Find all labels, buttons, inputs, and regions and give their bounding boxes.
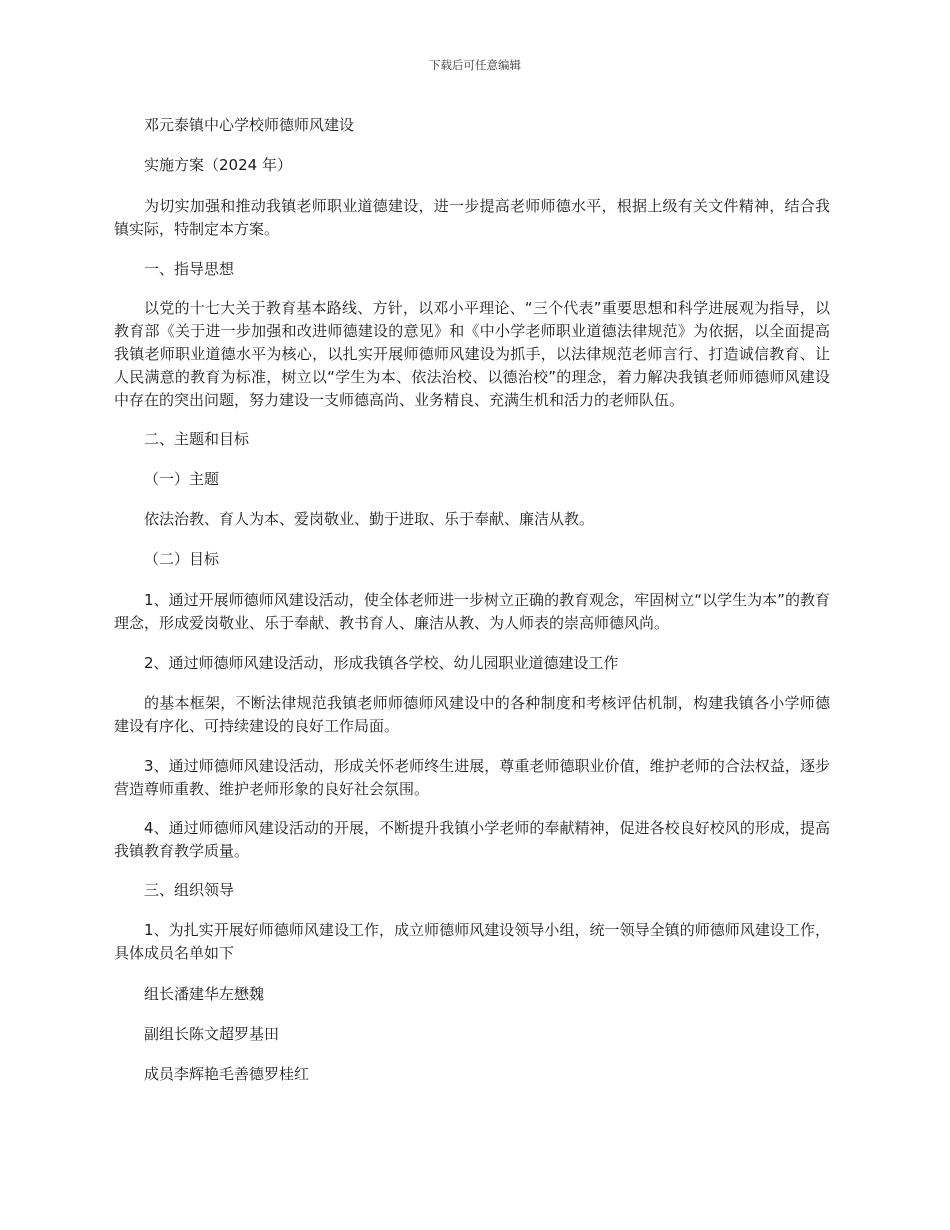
subsection1-paragraph: 依法治教、育人为本、爱岗敬业、勤于进取、乐于奉献、廉洁从教。 [144, 510, 595, 528]
document-body [114, 114, 830, 1086]
deputy-leader-line: 副组长陈文超罗基田 [144, 1025, 280, 1043]
subsection2-heading: （二）目标 [144, 550, 220, 568]
goal-3-paragraph: 3、通过师德师风建设活动，形成关怀老师终生进展，尊重老师德职业价值，维护老师的合法权益，逐步营造尊师重教、维护老师形象的良好社会氛围。 [114, 757, 830, 798]
section2-heading: 二、主题和目标 [144, 430, 250, 448]
goal-2-continuation: 的基本框架，不断法律规范我镇老师师德师风建设中的各种制度和考核评估机制，构建我镇各小学师德建设有序化、可持续建设的良好工作局面。 [114, 694, 830, 735]
org-1-paragraph: 1、为扎实开展好师德师风建设工作，成立师德师风建设领导小组，统一领导全镇的师德师风建设工作，具体成员名单如下 [114, 921, 830, 962]
section1-paragraph: 以党的十七大关于教育基本路线、方针，以邓小平理论、“三个代表”重要思想和科学进展观为指导，以教育部《关于进一步加强和改进师德建设的意见》和《中小学老师职业道德法律规范》为依据，以全面提高我镇老师职业道德水平为核心，以扎实开展师德师风建设为抓手，以法律规范老师言行、打造诚信教育、让人民满意的教育为标准，树立以“学生为本、依法治校、以德治校”的理念，着力解决我镇老师师德师风建设中存在的突出问题，努力建设一支师德高尚、业务精良、充满生机和活力的老师队伍。 [114, 299, 831, 409]
header-note: 下载后可任意编辑 [429, 58, 521, 72]
goal-2-paragraph: 2、通过师德师风建设活动，形成我镇各学校、幼儿园职业道德建设工作 [144, 654, 619, 672]
document-title-line2: 实施方案（2024 年） [144, 156, 292, 174]
section1-heading: 一、指导思想 [144, 260, 235, 278]
document-title-line1: 邓元泰镇中心学校师德师风建设 [144, 116, 355, 134]
goal-1-paragraph: 1、通过开展师德师风建设活动，使全体老师进一步树立正确的教育观念，牢固树立“以学生为本”的教育理念，形成爱岗敬业、乐于奉献、教书育人、廉洁从教、为人师表的崇高师德风尚。 [114, 591, 830, 632]
goal-4-paragraph: 4、通过师德师风建设活动的开展，不断提升我镇小学老师的奉献精神，促进各校良好校风的形成，提高我镇教育教学质量。 [114, 819, 830, 860]
section3-heading: 三、组织领导 [144, 881, 235, 899]
leader-line: 组长潘建华左懋魏 [144, 985, 265, 1003]
members-line: 成员李辉艳毛善德罗桂红 [144, 1065, 310, 1083]
intro-paragraph: 为切实加强和推动我镇老师职业道德建设，进一步提高老师师德水平，根据上级有关文件精神，结合我镇实际，特制定本方案。 [114, 197, 830, 238]
subsection1-heading: （一）主题 [144, 470, 220, 488]
